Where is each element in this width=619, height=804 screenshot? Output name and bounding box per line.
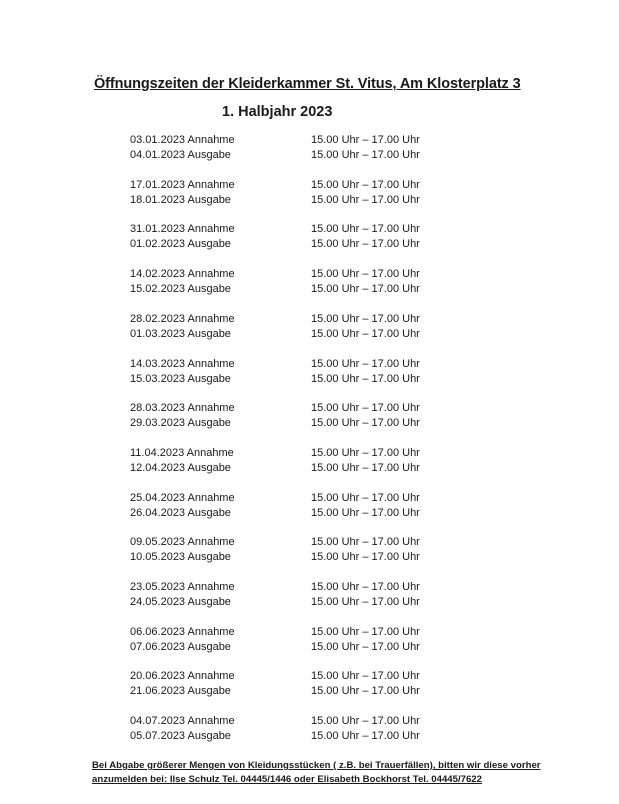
schedule-time: 15.00 Uhr – 17.00 Uhr: [311, 268, 420, 281]
footer-note: [92, 759, 562, 787]
schedule-time: 15.00 Uhr – 17.00 Uhr: [311, 730, 420, 743]
schedule-time: 15.00 Uhr – 17.00 Uhr: [311, 238, 420, 251]
schedule-time: 15.00 Uhr – 17.00 Uhr: [311, 670, 420, 683]
schedule-date: 24.05.2023 Ausgabe: [130, 596, 231, 608]
schedule-time: 15.00 Uhr – 17.00 Uhr: [311, 551, 420, 564]
schedule-date: 18.01.2023 Ausgabe: [130, 193, 231, 206]
schedule-time: 15.00 Uhr – 17.00 Uhr: [311, 193, 420, 206]
schedule-time: 15.00 Uhr – 17.00 Uhr: [311, 327, 420, 340]
schedule-date: 15.03.2023 Ausgabe: [130, 372, 231, 385]
schedule-date: 26.04.2023 Ausgabe: [130, 506, 231, 519]
schedule-date: 20.06.2023 Annahme: [130, 670, 235, 683]
schedule-date: 10.05.2023 Ausgabe: [130, 551, 231, 564]
schedule-date: 28.02.2023 Annahme: [130, 312, 235, 325]
footer-line-1: Bei Abgabe größerer Mengen von Kleidungsstücken ( z.B. bei Trauerfällen), bitten wir diese vorher: [92, 760, 541, 771]
schedule-time: 15.00 Uhr – 17.00 Uhr: [311, 715, 420, 728]
schedule-date: 06.06.2023 Annahme: [130, 625, 235, 638]
schedule-time: 15.00 Uhr – 17.00 Uhr: [311, 223, 420, 236]
schedule-time: 15.00 Uhr – 17.00 Uhr: [311, 134, 420, 146]
schedule-date: 29.03.2023 Ausgabe: [130, 417, 231, 430]
schedule-date: 12.04.2023 Ausgabe: [130, 461, 231, 474]
footer-line-2: anzumelden bei: Ilse Schulz Tel. 04445/1446 oder Elisabeth Bockhorst Tel. 04445/7622: [92, 774, 482, 785]
schedule-time: 15.00 Uhr – 17.00 Uhr: [311, 357, 420, 370]
schedule-time: 15.00 Uhr – 17.00 Uhr: [311, 312, 420, 325]
schedule-date: 17.01.2023 Annahme: [130, 178, 235, 191]
schedule-time: 15.00 Uhr – 17.00 Uhr: [311, 536, 420, 549]
schedule-date: 14.02.2023 Annahme: [130, 268, 235, 281]
schedule-time: 15.00 Uhr – 17.00 Uhr: [311, 178, 420, 191]
schedule-date: 25.04.2023 Annahme: [130, 491, 235, 504]
schedule-date: 28.03.2023 Annahme: [130, 402, 235, 415]
schedule-date: 15.02.2023 Ausgabe: [130, 283, 231, 296]
schedule-date: 14.03.2023 Annahme: [130, 357, 235, 370]
page-subtitle: 1. Halbjahr 2023: [222, 104, 333, 120]
schedule-time: 15.00 Uhr – 17.00 Uhr: [311, 372, 420, 385]
schedule-time: 15.00 Uhr – 17.00 Uhr: [311, 685, 420, 698]
schedule-time: 15.00 Uhr – 17.00 Uhr: [311, 402, 420, 415]
schedule-date: 05.07.2023 Ausgabe: [130, 730, 231, 743]
schedule-date: 03.01.2023 Annahme: [130, 134, 235, 146]
schedule-time: 15.00 Uhr – 17.00 Uhr: [311, 506, 420, 519]
schedule-time: 15.00 Uhr – 17.00 Uhr: [311, 581, 420, 593]
schedule-time: 15.00 Uhr – 17.00 Uhr: [311, 446, 420, 459]
schedule-date: 01.03.2023 Ausgabe: [130, 327, 231, 340]
schedule-date: 31.01.2023 Annahme: [130, 223, 235, 236]
schedule-date: 04.07.2023 Annahme: [130, 715, 235, 728]
schedule-date: 07.06.2023 Ausgabe: [130, 640, 231, 653]
page-title: Öffnungszeiten der Kleiderkammer St. Vitus, Am Klosterplatz 3: [94, 76, 521, 92]
schedule-time: 15.00 Uhr – 17.00 Uhr: [311, 417, 420, 430]
schedule-time: 15.00 Uhr – 17.00 Uhr: [311, 283, 420, 296]
schedule-time: 15.00 Uhr – 17.00 Uhr: [311, 596, 420, 608]
schedule-date: 04.01.2023 Ausgabe: [130, 149, 231, 161]
schedule-date: 11.04.2023 Annahme: [130, 446, 234, 459]
schedule-time: 15.00 Uhr – 17.00 Uhr: [311, 149, 420, 161]
schedule-time: 15.00 Uhr – 17.00 Uhr: [311, 640, 420, 653]
schedule-date: 23.05.2023 Annahme: [130, 581, 235, 593]
schedule-time: 15.00 Uhr – 17.00 Uhr: [311, 461, 420, 474]
schedule-time: 15.00 Uhr – 17.00 Uhr: [311, 625, 420, 638]
schedule-date: 01.02.2023 Ausgabe: [130, 238, 231, 251]
schedule-time: 15.00 Uhr – 17.00 Uhr: [311, 491, 420, 504]
schedule-date: 09.05.2023 Annahme: [130, 536, 235, 549]
schedule-date: 21.06.2023 Ausgabe: [130, 685, 231, 698]
